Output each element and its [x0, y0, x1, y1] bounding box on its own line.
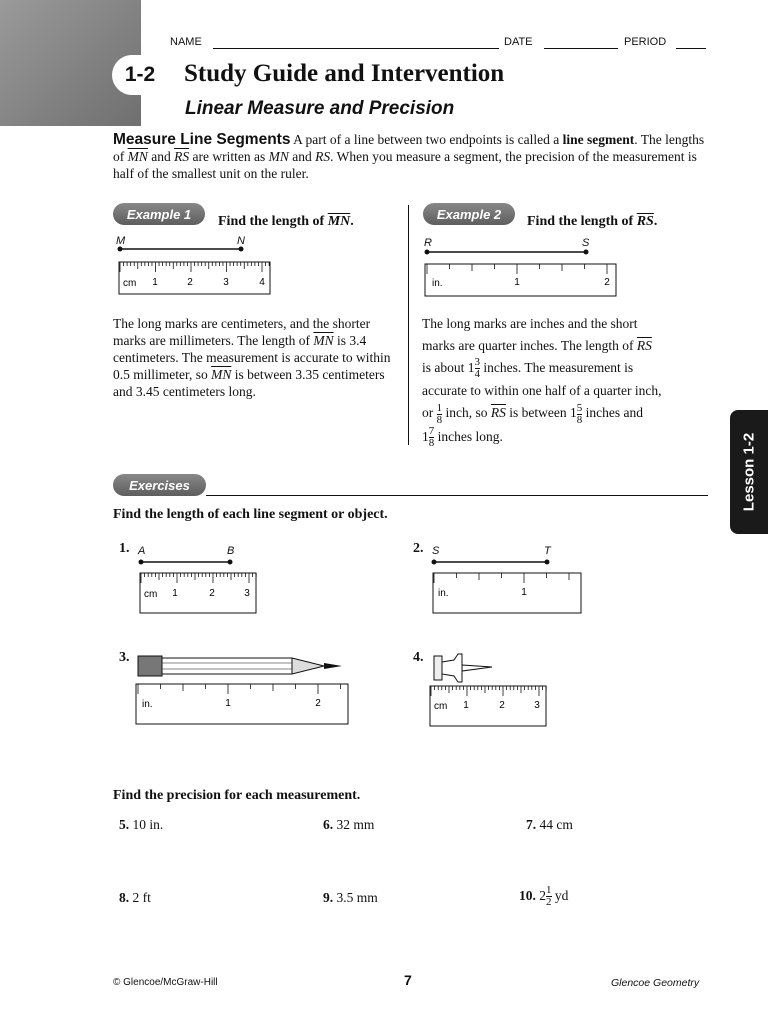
explanation-line	[422, 335, 712, 357]
item-number: 7.	[526, 817, 537, 832]
name-line	[213, 38, 499, 49]
prompt-end: .	[653, 214, 658, 229]
example-1-pill: Example 1	[113, 203, 205, 225]
intro-text: and	[151, 149, 171, 164]
item-value: 3.5 mm	[336, 890, 378, 905]
tick-label: 2	[187, 277, 193, 288]
tick-label: 1	[514, 277, 520, 288]
point-n: N	[237, 235, 245, 247]
item-number: 5.	[119, 817, 130, 832]
prompt-text: Find the length of	[527, 214, 634, 229]
denominator: 2	[546, 896, 552, 909]
explanation-text: is 3.4 centimeters. The measurement is accurate to within 0.5 millimeter, so	[113, 333, 391, 382]
explanation-text: inches. The measurement is	[480, 360, 634, 375]
page-number: 7	[404, 972, 412, 988]
period-line	[676, 38, 706, 49]
date-label: DATE	[504, 36, 533, 48]
tick-label: 3	[244, 588, 250, 599]
tick-label: 4	[259, 277, 265, 288]
segment-rs: $\overline{RS}$	[174, 149, 190, 164]
example-1-ruler	[115, 245, 275, 295]
segment-label: $\overline{MN}$	[211, 367, 232, 382]
pushpin-icon	[434, 654, 492, 682]
pencil-icon	[138, 656, 342, 676]
tick-label: 2	[209, 588, 215, 599]
footer-copyright: © Glencoe/McGraw-Hill	[113, 977, 218, 988]
prompt-end: .	[350, 214, 354, 229]
tick-label: 1	[225, 698, 231, 709]
segment-label: $\overline{RS}$	[636, 338, 652, 353]
explanation-line	[422, 426, 712, 449]
ruler-unit: cm	[123, 278, 137, 289]
tick-label: 1	[521, 587, 527, 598]
point-s: S	[432, 545, 440, 557]
numerator: 5	[576, 401, 583, 414]
numerator: 1	[436, 401, 443, 414]
point-s: S	[582, 237, 590, 249]
exercise-1-number: 1.	[119, 541, 130, 556]
example-divider	[408, 205, 409, 445]
point-b: B	[227, 545, 235, 557]
example-1-prompt	[218, 214, 354, 230]
denominator: 8	[576, 413, 583, 426]
exercise-3-figure	[134, 650, 350, 740]
exercise-10	[519, 883, 568, 909]
mixed-whole: 2	[539, 888, 546, 903]
denominator: 4	[474, 368, 480, 381]
exercise-2-number: 2.	[413, 541, 424, 556]
intro-text: A part of a line between two endpoints is called a	[293, 132, 560, 147]
exercise-4-number: 4.	[413, 650, 424, 665]
numerator: 3	[474, 356, 480, 369]
exercises-rule	[206, 495, 708, 496]
page-title: Study Guide and Intervention	[184, 60, 505, 87]
point-a: A	[138, 545, 146, 557]
tick-label: 2	[604, 277, 610, 288]
intro-text: . When you measure a segment, the precision of the measurement is half of the smallest unit on the ruler.	[113, 149, 697, 181]
exercise-8	[119, 889, 151, 906]
example-2-pill: Example 2	[423, 203, 515, 225]
explanation-text: is about 1	[422, 360, 475, 375]
item-value: 44 cm	[539, 817, 573, 832]
tick-label: 3	[223, 277, 229, 288]
exercises-instruction: Find the length of each line segment or object.	[113, 507, 388, 522]
denominator: 8	[428, 437, 435, 450]
intro-text: and	[292, 149, 312, 164]
segment-label: $\overline{RS}$	[636, 214, 654, 229]
explanation-line	[422, 402, 712, 425]
tick-label: 1	[172, 588, 178, 599]
item-number: 8.	[119, 890, 130, 905]
tick-label: 3	[534, 700, 540, 711]
ruler-unit: cm	[434, 701, 448, 712]
explanation-line	[422, 357, 712, 380]
item-unit: yd	[554, 888, 569, 903]
segment-label: $\overline{RS}$	[490, 405, 506, 421]
term-line-segment: line segment	[562, 132, 635, 147]
section-heading: Measure Line Segments	[113, 131, 291, 148]
ruler-unit: in.	[438, 588, 449, 599]
exercise-6	[323, 816, 374, 833]
name-label: NAME	[170, 36, 202, 48]
numerator: 1	[546, 884, 552, 897]
precision-instruction: Find the precision for each measurement.	[113, 788, 361, 803]
prompt-text: Find the length of	[218, 214, 325, 229]
lesson-badge: 1-2	[112, 55, 168, 95]
explanation-text: or	[422, 405, 434, 421]
tick-label: 1	[463, 700, 469, 711]
length-rs: RS	[315, 149, 331, 164]
explanation-text: inches and	[582, 405, 643, 421]
date-line	[544, 38, 618, 49]
fraction	[546, 885, 552, 908]
point-t: T	[544, 545, 551, 557]
ruler-unit: in.	[432, 278, 443, 289]
point-r: R	[424, 237, 432, 249]
item-number: 10.	[519, 888, 536, 903]
explanation-text: The long marks are centimeters, and the shorter marks are millimeters. The length of	[113, 316, 371, 348]
segment-label: $\overline{MN}$	[327, 214, 351, 229]
exercise-3-number: 3.	[119, 650, 130, 665]
item-number: 9.	[323, 890, 334, 905]
tick-label: 2	[315, 698, 321, 709]
item-value: 32 mm	[336, 817, 375, 832]
explanation-text: inch, so	[442, 405, 488, 421]
example-2-prompt	[527, 214, 657, 230]
item-value: 2 ft	[132, 890, 151, 905]
exercise-1-ruler	[138, 555, 260, 617]
tick-label: 2	[499, 700, 505, 711]
example-2-ruler	[420, 247, 620, 297]
intro-text: . The lengths of	[113, 132, 705, 164]
tick-label: 1	[152, 277, 158, 288]
item-number: 6.	[323, 817, 334, 832]
lesson-tab-label: Lesson 1-2	[740, 432, 758, 512]
item-value: 10 in.	[132, 817, 164, 832]
explanation-text: accurate to within one half of a quarter inch,	[422, 383, 662, 399]
intro-paragraph	[113, 131, 713, 182]
example-2-explanation	[422, 313, 712, 449]
explanation-text: inches long.	[434, 428, 503, 444]
explanation-text: The long marks are inches and the short	[422, 316, 638, 331]
denominator: 8	[436, 413, 443, 426]
segment-mn: $\overline{MN}$	[127, 149, 148, 164]
exercise-7	[526, 816, 573, 833]
footer-book-title: Glencoe Geometry	[611, 977, 700, 989]
numerator: 7	[428, 425, 435, 438]
point-m: M	[116, 235, 126, 247]
exercise-2-ruler	[430, 555, 584, 617]
exercise-5	[119, 816, 163, 833]
exercise-4-figure	[428, 650, 550, 740]
intro-text: are written as	[192, 149, 266, 164]
exercises-pill: Exercises	[113, 474, 206, 496]
explanation-text: 1	[422, 428, 429, 444]
segment-label: $\overline{MN}$	[313, 333, 334, 348]
explanation-text: marks are quarter inches. The length of	[422, 338, 634, 353]
exercise-9	[323, 889, 378, 906]
ruler-unit: cm	[144, 589, 158, 600]
period-label: PERIOD	[624, 36, 667, 48]
ruler-unit: in.	[142, 699, 153, 710]
length-mn: MN	[268, 149, 289, 164]
explanation-text: is between 1	[509, 405, 577, 421]
example-1-explanation	[113, 315, 400, 400]
page-subtitle: Linear Measure and Precision	[185, 98, 455, 119]
explanation-text: is between 3.35 centimeters and 3.45 centimeters long.	[113, 367, 385, 399]
